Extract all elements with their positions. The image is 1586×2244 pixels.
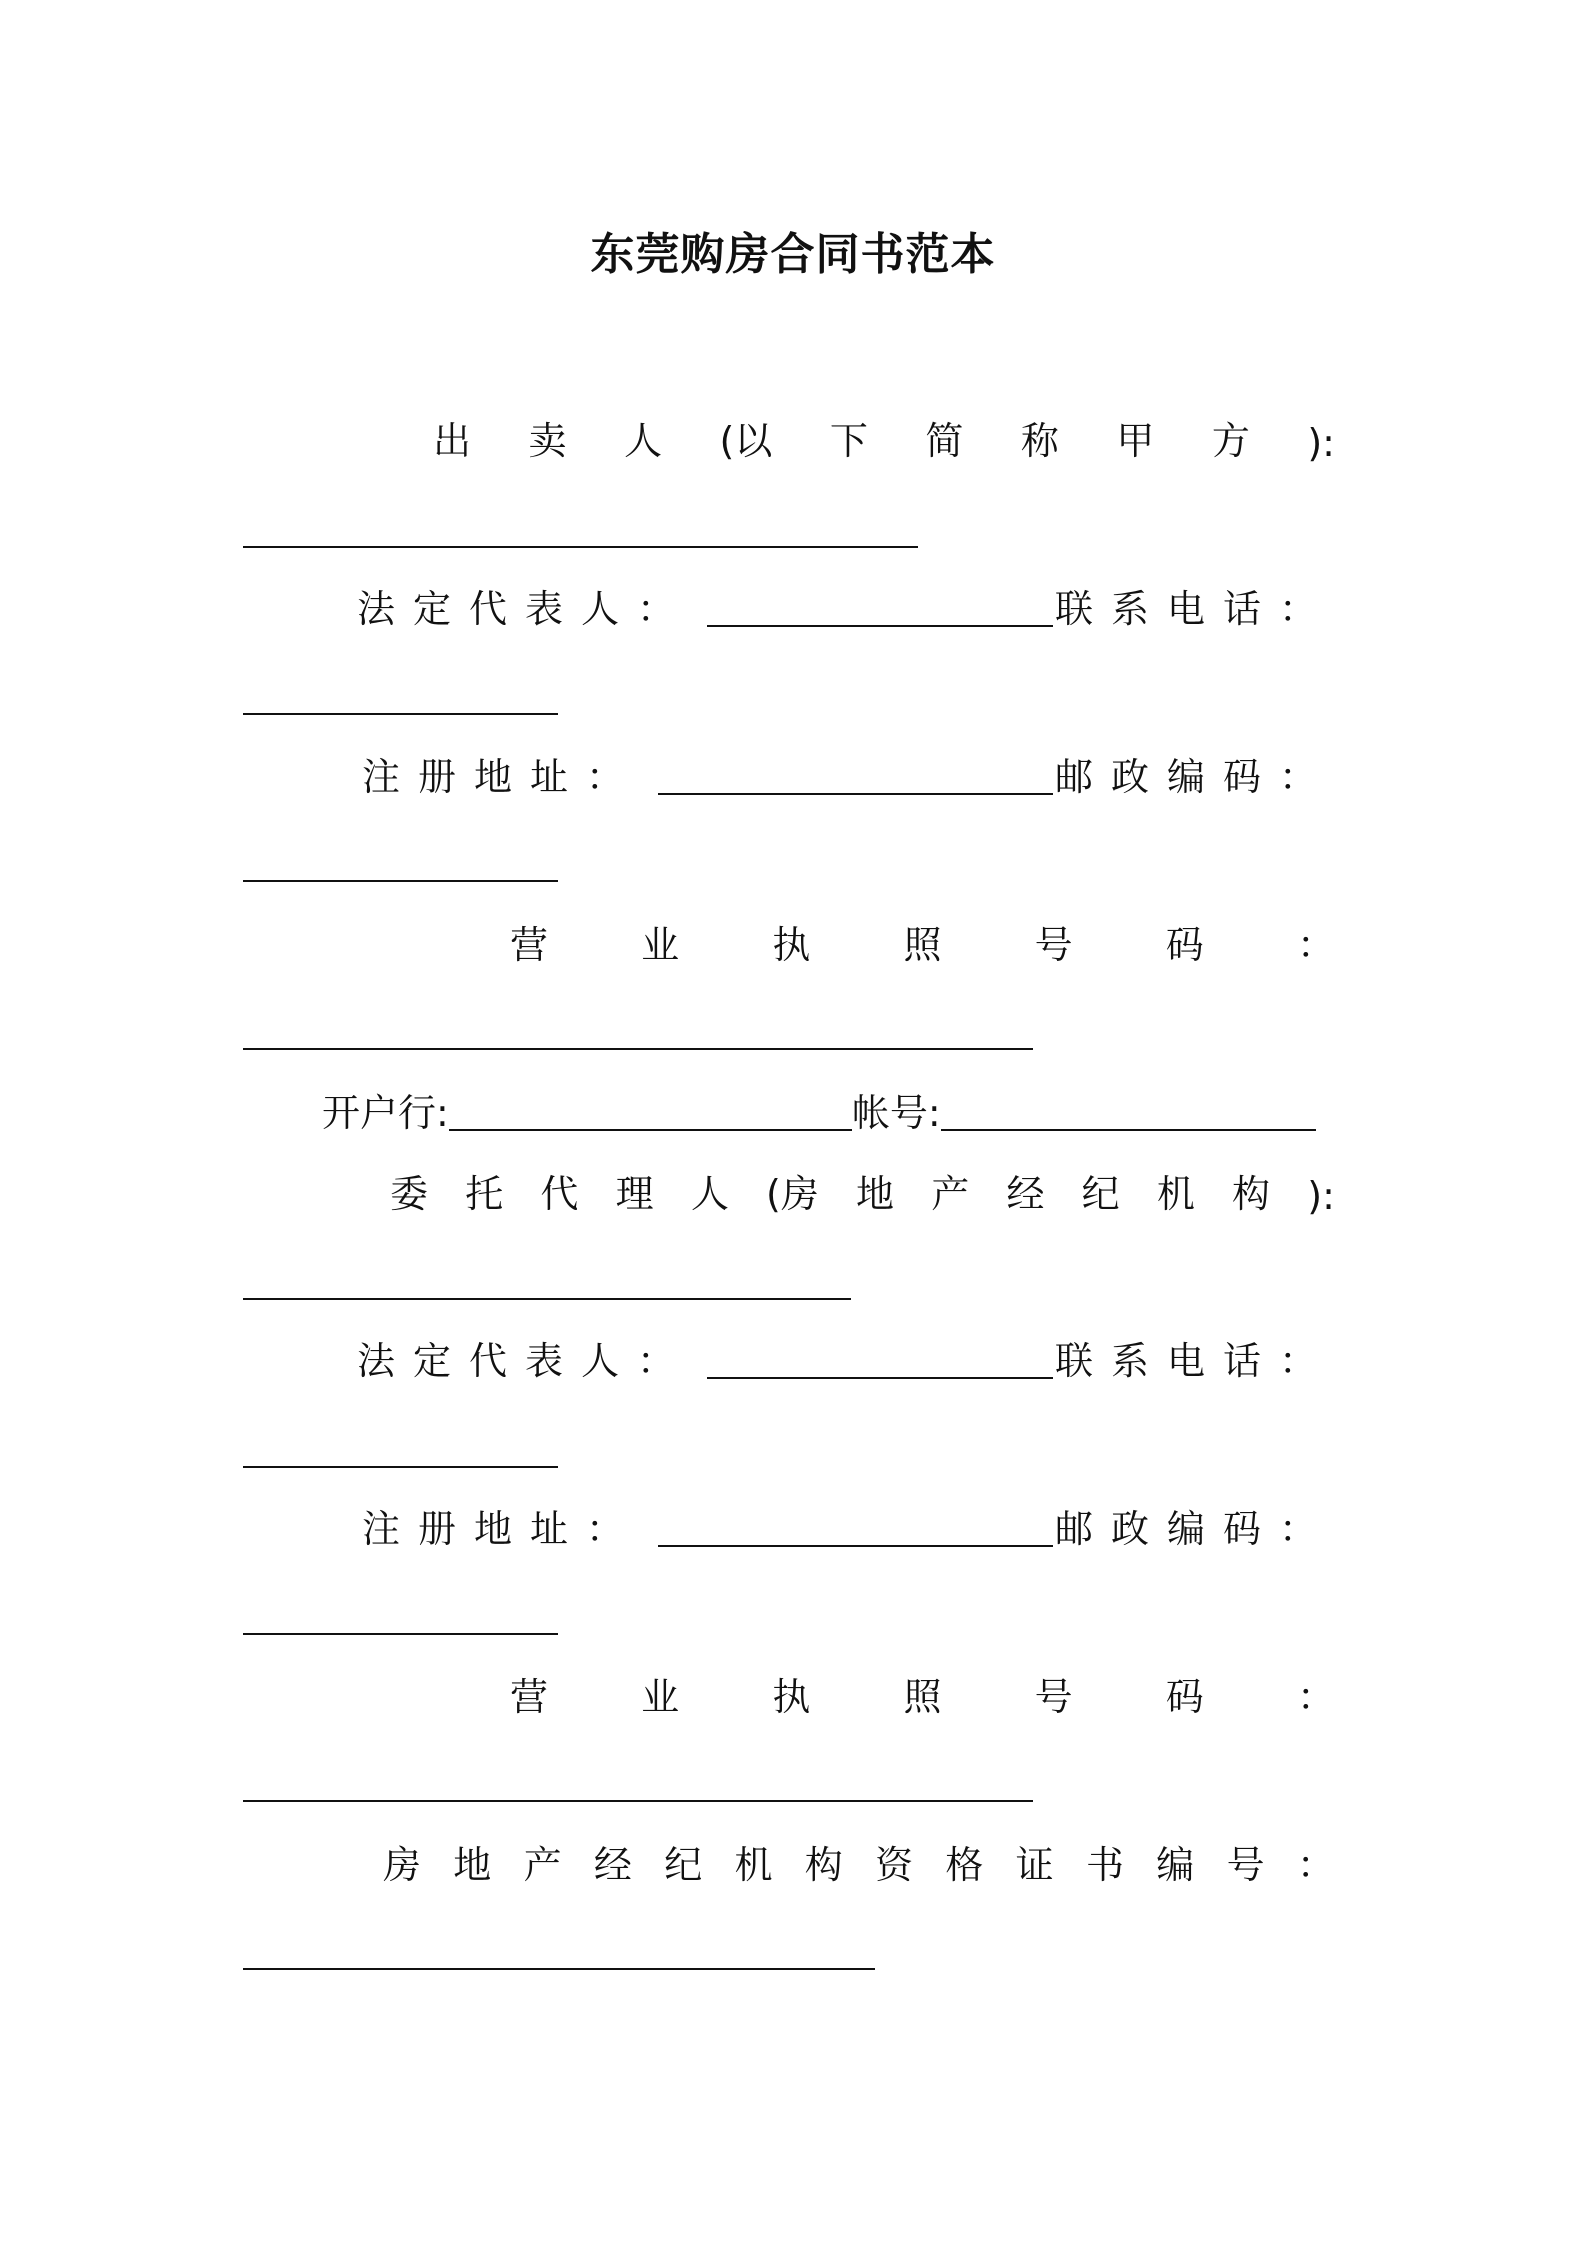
agent-license-char: 营: [510, 1675, 549, 1719]
agent-cert-char: 产: [523, 1843, 562, 1887]
seller-license-char: 照: [903, 923, 942, 967]
agent-heading-char: 代: [540, 1172, 579, 1216]
seller-heading: [433, 410, 1335, 465]
seller-heading-char: 卖: [528, 419, 567, 463]
agent-heading-char: 构: [1232, 1172, 1271, 1216]
agent-license-char: 业: [641, 1675, 680, 1719]
seller-heading-char: (以: [719, 419, 773, 463]
agent-postcode-label: 邮政编码：: [1054, 1507, 1335, 1551]
seller-phone-blank[interactable]: [243, 713, 558, 715]
seller-heading-char: 下: [829, 419, 868, 463]
agent-cert-char: 资: [875, 1843, 914, 1887]
agent-cert-char: 机: [734, 1843, 773, 1887]
agent-address-row: [362, 1498, 1335, 1553]
seller-license-char: ：: [1296, 923, 1335, 967]
agent-cert-char: 书: [1085, 1843, 1124, 1887]
agent-heading-char: 理: [615, 1172, 654, 1216]
seller-bank-blank[interactable]: [449, 1129, 852, 1131]
agent-address-blank[interactable]: [658, 1545, 1053, 1547]
agent-heading-char: 产: [931, 1172, 970, 1216]
agent-heading-char: 经: [1006, 1172, 1045, 1216]
agent-phone-label: 联系电话：: [1054, 1339, 1335, 1383]
agent-phone-blank[interactable]: [243, 1466, 558, 1468]
seller-postcode-label: 邮政编码：: [1054, 755, 1335, 799]
agent-license-char: ：: [1296, 1675, 1335, 1719]
agent-license-char: 码: [1165, 1675, 1204, 1719]
agent-heading: [390, 1163, 1335, 1218]
agent-cert-char: 号: [1226, 1843, 1265, 1887]
agent-cert-heading: [383, 1834, 1335, 1889]
seller-heading-char: 人: [624, 419, 663, 463]
document-title: 东莞购房合同书范本: [590, 229, 996, 280]
agent-legal-rep-blank[interactable]: [707, 1377, 1053, 1379]
agent-cert-char: 证: [1015, 1843, 1054, 1887]
seller-license-char: 业: [641, 923, 680, 967]
agent-postcode-blank[interactable]: [243, 1633, 558, 1635]
seller-heading-char: 出: [433, 419, 472, 463]
agent-heading-char: 委: [390, 1172, 429, 1216]
seller-account-blank[interactable]: [941, 1129, 1316, 1131]
agent-heading-char: 托: [465, 1172, 504, 1216]
agent-license-heading: [510, 1666, 1335, 1721]
agent-cert-char: ：: [1296, 1843, 1335, 1887]
seller-address-row: [362, 746, 1335, 801]
agent-cert-char: 经: [593, 1843, 632, 1887]
seller-license-char: 营: [510, 923, 549, 967]
agent-heading-char: 地: [856, 1172, 895, 1216]
agent-heading-char: 纪: [1081, 1172, 1120, 1216]
agent-license-char: 执: [772, 1675, 811, 1719]
seller-postcode-blank[interactable]: [243, 880, 558, 882]
agent-cert-char: 格: [945, 1843, 984, 1887]
agent-heading-char: 人: [690, 1172, 729, 1216]
seller-address-blank[interactable]: [658, 793, 1053, 795]
seller-heading-char: ):: [1307, 421, 1335, 465]
seller-legal-rep-blank[interactable]: [707, 625, 1053, 627]
seller-legal-rep-label: 法定代表人：: [357, 587, 694, 631]
seller-legal-rep-row: [357, 578, 1335, 633]
agent-legal-rep-row: [357, 1330, 1335, 1385]
seller-address-label: 注册地址：: [362, 755, 643, 799]
seller-heading-char: 简: [925, 419, 964, 463]
seller-license-char: 号: [1034, 923, 1073, 967]
seller-phone-label: 联系电话：: [1054, 587, 1335, 631]
seller-license-char: 执: [772, 923, 811, 967]
agent-license-char: 照: [903, 1675, 942, 1719]
agent-heading-char: (房: [766, 1172, 819, 1216]
agent-cert-char: 构: [804, 1843, 843, 1887]
agent-cert-char: 编: [1156, 1843, 1195, 1887]
agent-cert-char: 纪: [664, 1843, 703, 1887]
seller-bank-row: [322, 1082, 1352, 1137]
seller-heading-char: 称: [1020, 419, 1059, 463]
seller-heading-char: 甲: [1116, 419, 1155, 463]
seller-license-char: 码: [1165, 923, 1204, 967]
agent-cert-blank[interactable]: [243, 1968, 875, 1970]
agent-cert-char: 地: [453, 1843, 492, 1887]
agent-address-label: 注册地址：: [362, 1507, 643, 1551]
seller-heading-char: 方: [1211, 419, 1250, 463]
agent-legal-rep-label: 法定代表人：: [357, 1339, 694, 1383]
agent-cert-char: 房: [383, 1843, 422, 1887]
seller-bank-label: 开户行:: [322, 1091, 449, 1135]
agent-license-blank[interactable]: [243, 1800, 1033, 1802]
agent-name-blank[interactable]: [243, 1298, 851, 1300]
seller-license-blank[interactable]: [243, 1048, 1033, 1050]
seller-license-heading: [510, 914, 1335, 969]
seller-name-blank[interactable]: [243, 546, 918, 548]
seller-account-label: 帐号:: [851, 1091, 941, 1135]
agent-heading-char: 机: [1156, 1172, 1195, 1216]
agent-heading-char: ):: [1307, 1174, 1335, 1218]
agent-license-char: 号: [1034, 1675, 1073, 1719]
